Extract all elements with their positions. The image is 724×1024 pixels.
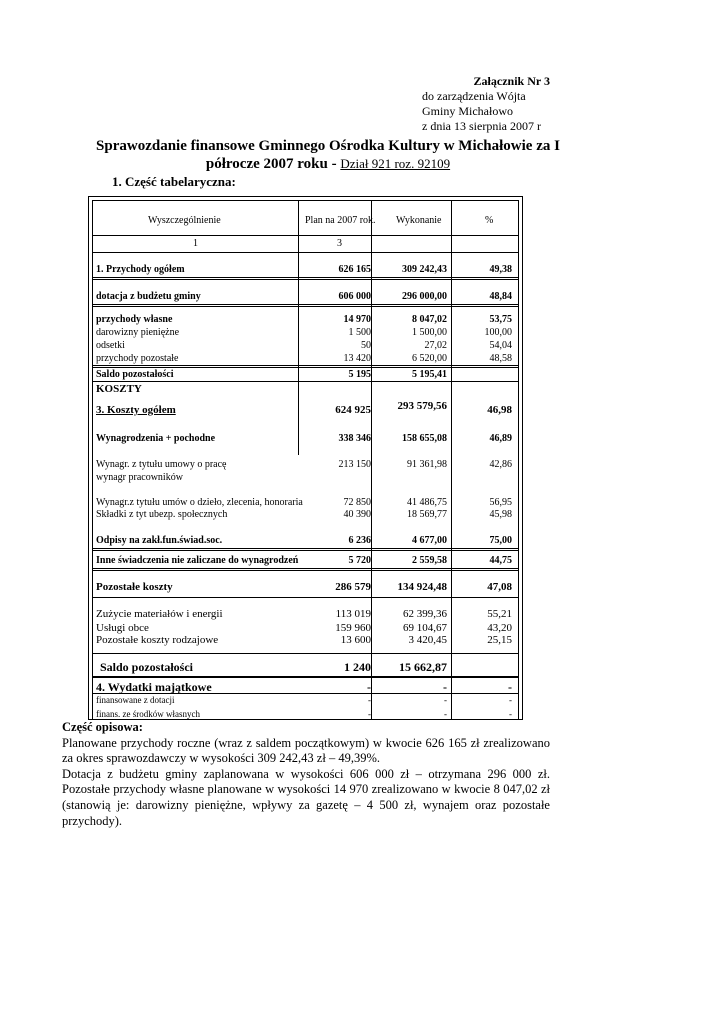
cell-wykonanie: 1 500,00 xyxy=(412,327,447,338)
cell-plan: 213 150 xyxy=(338,459,371,470)
header-name: Wyszczególnienie xyxy=(148,215,221,226)
cell-plan: 624 925 xyxy=(335,404,371,416)
annex-line-1: do zarządzenia Wójta xyxy=(422,89,526,103)
table-rule xyxy=(93,252,518,253)
table-rule xyxy=(298,201,299,455)
description-paragraph-2: Dotacja z budżetu gminy zaplanowana w wysokości 606 000 zł – otrzymana 296 000 zł. Pozostałe przychody własne planowane w wysokości 14 970 zrealizowano w kwocie 8 047,02 zł (stanowią je: darowizny pieniężne, wpływy za gazetę – 4 500 zł, wynajem oraz pozostałe przychody). xyxy=(62,766,550,828)
cell-name: Inne świadczenia nie zaliczane do wynagrodzeń xyxy=(96,555,299,566)
cell-percent: 56,95 xyxy=(489,497,512,508)
cell-plan: 338 346 xyxy=(338,433,371,444)
cell-name: KOSZTY xyxy=(96,383,142,395)
title-line-1: Sprawozdanie finansowe Gminnego Ośrodka Kultury w Michałowie za I xyxy=(96,138,560,154)
table-rule xyxy=(93,568,518,571)
cell-name: darowizny pieniężne xyxy=(96,327,180,338)
annex-line-2: Gminy Michałowo xyxy=(422,104,513,118)
table-inner-frame xyxy=(92,200,519,719)
table-rule xyxy=(93,548,518,551)
cell-percent: 44,75 xyxy=(489,555,512,566)
cell-plan: 286 579 xyxy=(335,581,371,593)
cell-wykonanie: 2 559,58 xyxy=(412,555,447,566)
cell-percent: 45,98 xyxy=(489,509,512,520)
cell-percent: 47,08 xyxy=(487,581,512,593)
cell-plan: 13 600 xyxy=(340,634,371,646)
table-rule xyxy=(93,235,518,236)
cell-percent: 49,38 xyxy=(489,264,512,275)
cell-name: 3. Koszty ogółem xyxy=(96,404,176,416)
cell-plan: 13 420 xyxy=(343,353,371,364)
cell-wykonanie: 4 677,00 xyxy=(412,535,447,546)
annex-title: Załącznik Nr 3 xyxy=(473,74,550,88)
cell-name: Odpisy na zakł.fun.świad.soc. xyxy=(96,535,223,546)
header-pct: % xyxy=(485,215,494,226)
cell-plan: 50 xyxy=(361,340,371,351)
table-rule xyxy=(93,653,518,654)
cell-percent: 75,00 xyxy=(489,535,512,546)
cell-name: Usługi obce xyxy=(96,622,149,634)
cell-percent: 48,84 xyxy=(489,291,512,302)
cell-plan: 159 960 xyxy=(335,622,371,634)
cell-name: Składki z tyt ubezp. społecznych xyxy=(96,509,228,520)
description-paragraph-1: Planowane przychody roczne (wraz z saldem początkowym) w kwocie 626 165 zł zrealizowano za okres sprawozdawczy w wysokości 309 242,43 zł – 49,39%. xyxy=(62,735,550,766)
cell-wykonanie: 91 361,98 xyxy=(407,459,447,470)
cell-wykonanie: 134 924,48 xyxy=(397,581,447,593)
title-line-2: półrocze 2007 roku - xyxy=(205,156,341,172)
cell-wykonanie: - xyxy=(444,695,447,705)
cell-wykonanie: 5 195,41 xyxy=(412,369,447,380)
cell-percent: 25,15 xyxy=(487,634,512,646)
cell-wykonanie: 62 399,36 xyxy=(403,608,447,620)
cell-wykonanie: 8 047,02 xyxy=(412,314,447,325)
cell-percent: - xyxy=(508,680,512,694)
cell-plan: 5 720 xyxy=(348,555,371,566)
cell-percent: 48,58 xyxy=(489,353,512,364)
cell-wykonanie: - xyxy=(444,709,447,719)
cell-percent: 43,20 xyxy=(487,622,512,634)
title-dzial: Dział 921 roz. 92109 xyxy=(340,156,451,171)
cell-name: Pozostałe koszty xyxy=(96,581,173,593)
cell-wykonanie: - xyxy=(443,680,447,694)
colnum-3: 3 xyxy=(337,238,342,249)
cell-percent: 54,04 xyxy=(489,340,512,351)
cell-name: 4. Wydatki majątkowe xyxy=(96,680,212,694)
cell-wykonanie: 18 569,77 xyxy=(407,509,447,520)
cell-name: 1. Przychody ogółem xyxy=(96,264,185,275)
cell-name: Saldo pozostałości xyxy=(96,369,174,380)
table-rule xyxy=(93,693,518,694)
cell-name: przychody pozostałe xyxy=(96,353,179,364)
cell-percent: 42,86 xyxy=(489,459,512,470)
table-rule xyxy=(93,365,518,368)
cell-name: dotacja z budżetu gminy xyxy=(96,291,201,302)
cell-percent: 53,75 xyxy=(489,314,512,325)
cell-wykonanie: 3 420,45 xyxy=(408,634,447,646)
cell-name: odsetki xyxy=(96,340,125,351)
cell-name: finansowane z dotacji xyxy=(96,695,175,705)
cell-name: Wynagr.z tytułu umów o dzieło, zlecenia, honoraria xyxy=(96,497,303,508)
cell-percent: 46,98 xyxy=(487,404,512,416)
cell-percent: - xyxy=(509,709,512,719)
cell-plan: 606 000 xyxy=(338,291,371,302)
cell-wykonanie: 6 520,00 xyxy=(412,353,447,364)
cell-plan: - xyxy=(367,680,371,694)
cell-wykonanie: 158 655,08 xyxy=(402,433,447,444)
cell-name: Wynagrodzenia + pochodne xyxy=(96,433,216,444)
cell-plan: 72 850 xyxy=(343,497,371,508)
table-rule xyxy=(93,381,518,382)
table-rule xyxy=(93,676,518,678)
cell-name: przychody własne xyxy=(96,314,173,325)
cell-percent: 55,21 xyxy=(487,608,512,620)
cell-name: wynagr pracowników xyxy=(96,472,183,483)
cell-plan: 5 195 xyxy=(348,369,371,380)
cell-plan: 113 019 xyxy=(335,608,371,620)
cell-wykonanie: 27,02 xyxy=(424,340,447,351)
cell-plan: 1 240 xyxy=(344,660,371,674)
cell-plan: - xyxy=(368,709,371,719)
table-rule xyxy=(93,597,518,598)
cell-wykonanie: 15 662,87 xyxy=(399,660,447,674)
cell-plan: 626 165 xyxy=(338,264,371,275)
cell-wykonanie: 69 104,67 xyxy=(403,622,447,634)
cell-percent: 100,00 xyxy=(484,327,512,338)
cell-name: Pozostałe koszty rodzajowe xyxy=(96,634,219,646)
cell-wykonanie: 293 579,56 xyxy=(397,400,447,412)
cell-wykonanie: 41 486,75 xyxy=(407,497,447,508)
cell-name: Wynagr. z tytułu umowy o pracę xyxy=(96,459,227,470)
cell-plan: - xyxy=(368,695,371,705)
cell-plan: 14 970 xyxy=(343,314,371,325)
cell-name: Saldo pozostałości xyxy=(100,660,194,674)
cell-wykonanie: 309 242,43 xyxy=(402,264,447,275)
financial-table xyxy=(88,196,523,720)
description-section xyxy=(62,720,550,829)
colnum-1: 1 xyxy=(193,238,198,249)
header-plan: Plan na 2007 rok. xyxy=(305,215,376,226)
cell-percent: 46,89 xyxy=(489,433,512,444)
table-rule xyxy=(93,304,518,307)
cell-name: Zużycie materiałów i energii xyxy=(96,608,223,620)
header-wyk: Wykonanie xyxy=(396,215,442,226)
table-rule xyxy=(93,277,518,280)
description-heading: Część opisowa: xyxy=(62,720,143,734)
annex-line-3: z dnia 13 sierpnia 2007 r xyxy=(422,119,541,133)
part1-heading: 1. Część tabelaryczna: xyxy=(112,174,236,189)
report-title xyxy=(78,138,578,173)
cell-plan: 1 500 xyxy=(348,327,371,338)
cell-plan: 40 390 xyxy=(343,509,371,520)
cell-wykonanie: 296 000,00 xyxy=(402,291,447,302)
annex-header xyxy=(422,74,572,134)
cell-name: finans. ze środków własnych xyxy=(96,709,200,719)
cell-plan: 6 236 xyxy=(348,535,371,546)
cell-percent: - xyxy=(509,695,512,705)
